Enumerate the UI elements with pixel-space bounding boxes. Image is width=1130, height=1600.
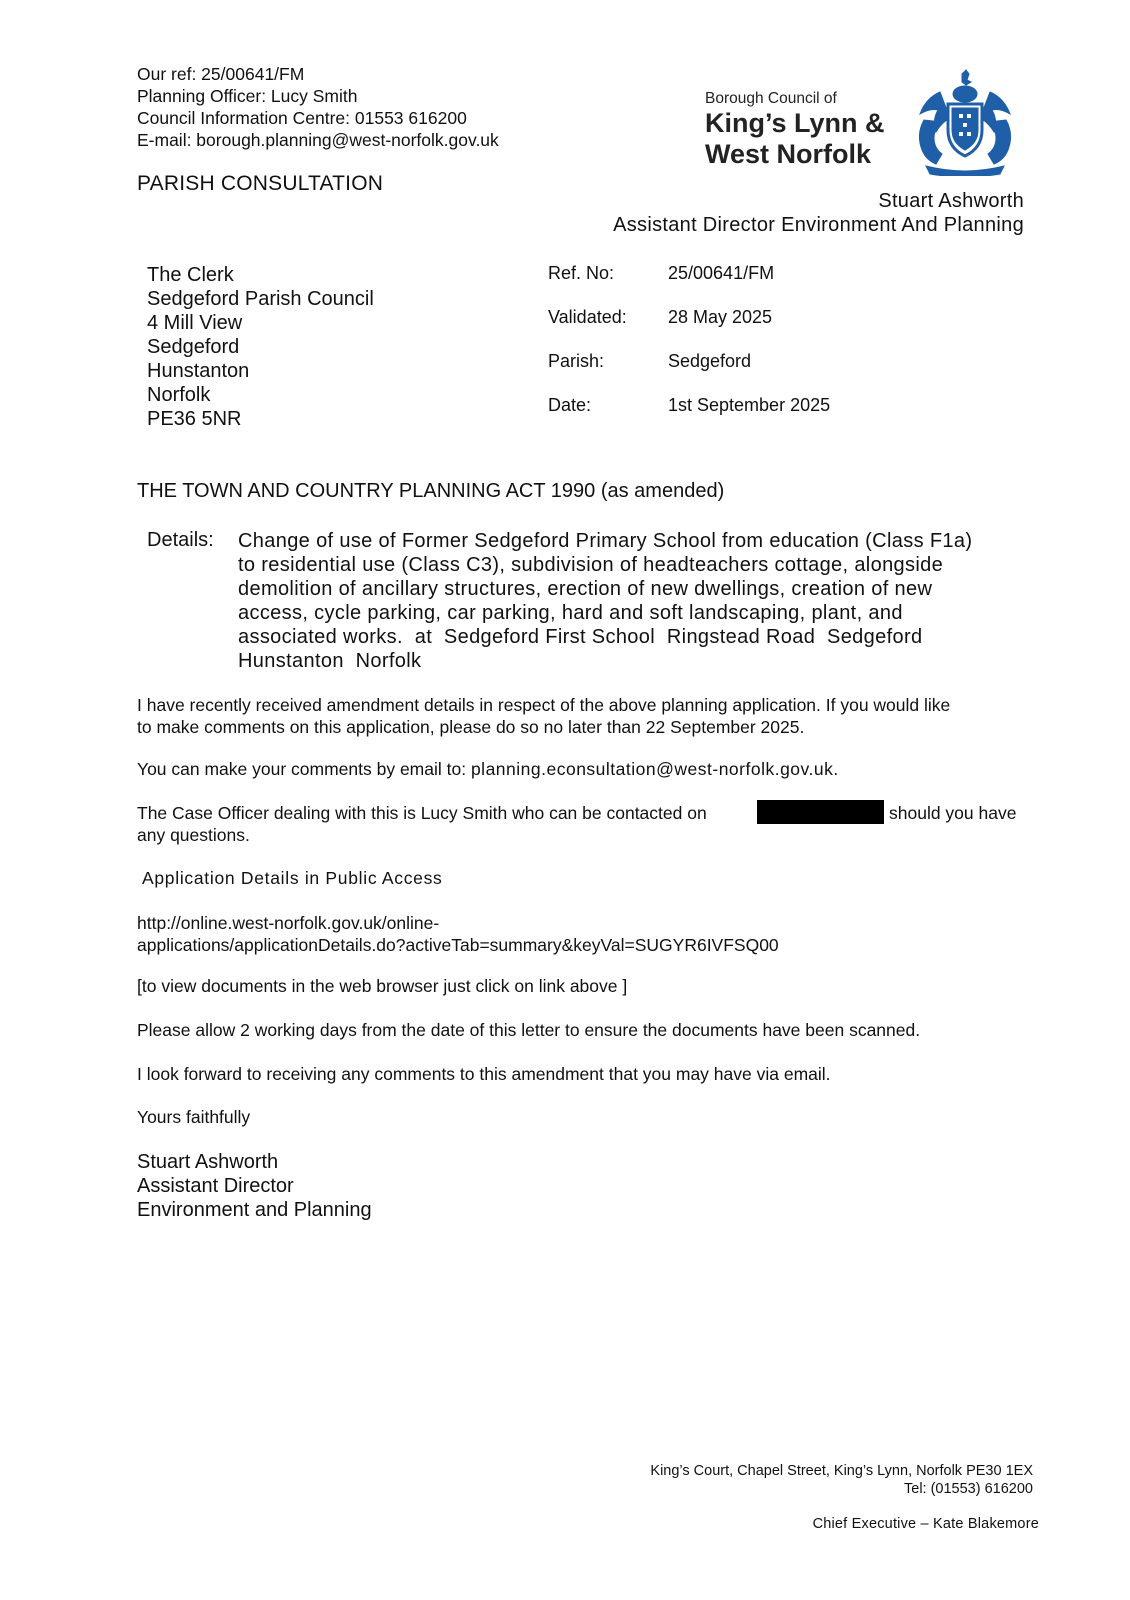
url-line-1[interactable]: http://online.west-norfolk.gov.uk/online- xyxy=(137,913,440,933)
look-forward-note: I look forward to receiving any comments to this amendment that you may have via email. xyxy=(137,1064,831,1084)
logo-text-line1: Borough Council of xyxy=(705,90,837,107)
case-officer-paragraph xyxy=(137,802,1037,846)
act-title: THE TOWN AND COUNTRY PLANNING ACT 1990 (as amended) xyxy=(137,480,725,502)
coat-of-arms-icon xyxy=(910,68,1020,176)
case-officer-line-2: any questions. xyxy=(137,825,250,845)
director-title: Assistant Director Environment And Planning xyxy=(613,214,1024,236)
address-line: PE36 5NR xyxy=(147,408,242,430)
contact-email[interactable]: E-mail: borough.planning@west-norfolk.gov.uk xyxy=(137,130,499,150)
application-url[interactable] xyxy=(137,912,779,956)
date-label: Date: xyxy=(548,395,592,415)
comments-email-paragraph xyxy=(137,758,839,780)
address-line: Norfolk xyxy=(147,384,211,406)
consultation-title: PARISH CONSULTATION xyxy=(137,172,384,195)
recipient-address xyxy=(147,263,374,431)
validated-label: Validated: xyxy=(548,307,627,327)
details-text xyxy=(238,529,972,673)
amendment-line-1: I have recently received amendment details in respect of the above planning application. If you would like xyxy=(137,695,951,715)
details-line: associated works. at Sedgeford First School Ringstead Road Sedgeford xyxy=(238,626,923,648)
details-line: Change of use of Former Sedgeford Primary School from education (Class F1a) xyxy=(238,530,973,552)
details-line: demolition of ancillary structures, erection of new dwellings, creation of new xyxy=(238,578,933,600)
logo-text-line3: West Norfolk xyxy=(705,139,872,169)
view-documents-note: [to view documents in the web browser just click on link above ] xyxy=(137,976,628,996)
consultation-email-link[interactable]: planning.econsultation@west-norfolk.gov.uk. xyxy=(470,759,839,779)
council-logo xyxy=(705,68,1025,178)
ref-value: 25/00641/FM xyxy=(668,263,775,283)
address-line: Sedgeford xyxy=(147,336,240,358)
date-value: 1st September 2025 xyxy=(668,395,831,415)
details-line: access, cycle parking, car parking, hard and soft landscaping, plant, and xyxy=(238,602,903,624)
our-ref: Our ref: 25/00641/FM xyxy=(137,64,305,84)
director-name: Stuart Ashworth xyxy=(878,190,1024,212)
allow-days-note: Please allow 2 working days from the date of this letter to ensure the documents have been scanned. xyxy=(137,1020,921,1040)
comments-email-prefix: You can make your comments by email to: xyxy=(137,759,471,779)
reference-table xyxy=(548,263,948,423)
footer-tel: Tel: (01553) 616200 xyxy=(904,1481,1033,1497)
address-line: 4 Mill View xyxy=(147,312,243,334)
closing: Yours faithfully xyxy=(137,1107,251,1127)
amendment-paragraph xyxy=(137,694,950,738)
details-line: to residential use (Class C3), subdivision of headteachers cottage, alongside xyxy=(238,554,944,576)
signature-block xyxy=(137,1150,372,1222)
signature-title: Assistant Director xyxy=(137,1175,294,1197)
logo-text-line2: King’s Lynn & xyxy=(705,108,885,138)
parish-value: Sedgeford xyxy=(668,351,752,371)
address-line: Sedgeford Parish Council xyxy=(147,288,374,310)
footer-address: King’s Court, Chapel Street, King’s Lynn, Norfolk PE30 1EX xyxy=(650,1463,1033,1479)
public-access-title: Application Details in Public Access xyxy=(142,868,443,888)
signature-department: Environment and Planning xyxy=(137,1199,372,1221)
parish-label: Parish: xyxy=(548,351,605,371)
amendment-line-2: to make comments on this application, please do so no later than 22 September 2025. xyxy=(137,717,805,737)
signature-name: Stuart Ashworth xyxy=(137,1151,279,1173)
details-label: Details: xyxy=(147,529,214,551)
details-line: Hunstanton Norfolk xyxy=(238,650,422,672)
footer-chief-executive: Chief Executive – Kate Blakemore xyxy=(812,1516,1039,1532)
header-contact-block xyxy=(137,63,499,151)
address-line: Hunstanton xyxy=(147,360,250,382)
case-officer-text: The Case Officer dealing with this is Lucy Smith who can be contacted on xyxy=(137,803,707,823)
case-officer-text-end: should you have xyxy=(889,803,1017,823)
address-line: The Clerk xyxy=(147,264,234,286)
ref-label: Ref. No: xyxy=(548,263,615,283)
validated-value: 28 May 2025 xyxy=(668,307,773,327)
url-line-2[interactable]: applications/applicationDetails.do?activeTab=summary&keyVal=SUGYR6IVFSQ00 xyxy=(137,935,779,955)
redacted-phone xyxy=(757,800,884,824)
info-centre-phone: Council Information Centre: 01553 616200 xyxy=(137,108,467,128)
planning-officer: Planning Officer: Lucy Smith xyxy=(137,86,358,106)
